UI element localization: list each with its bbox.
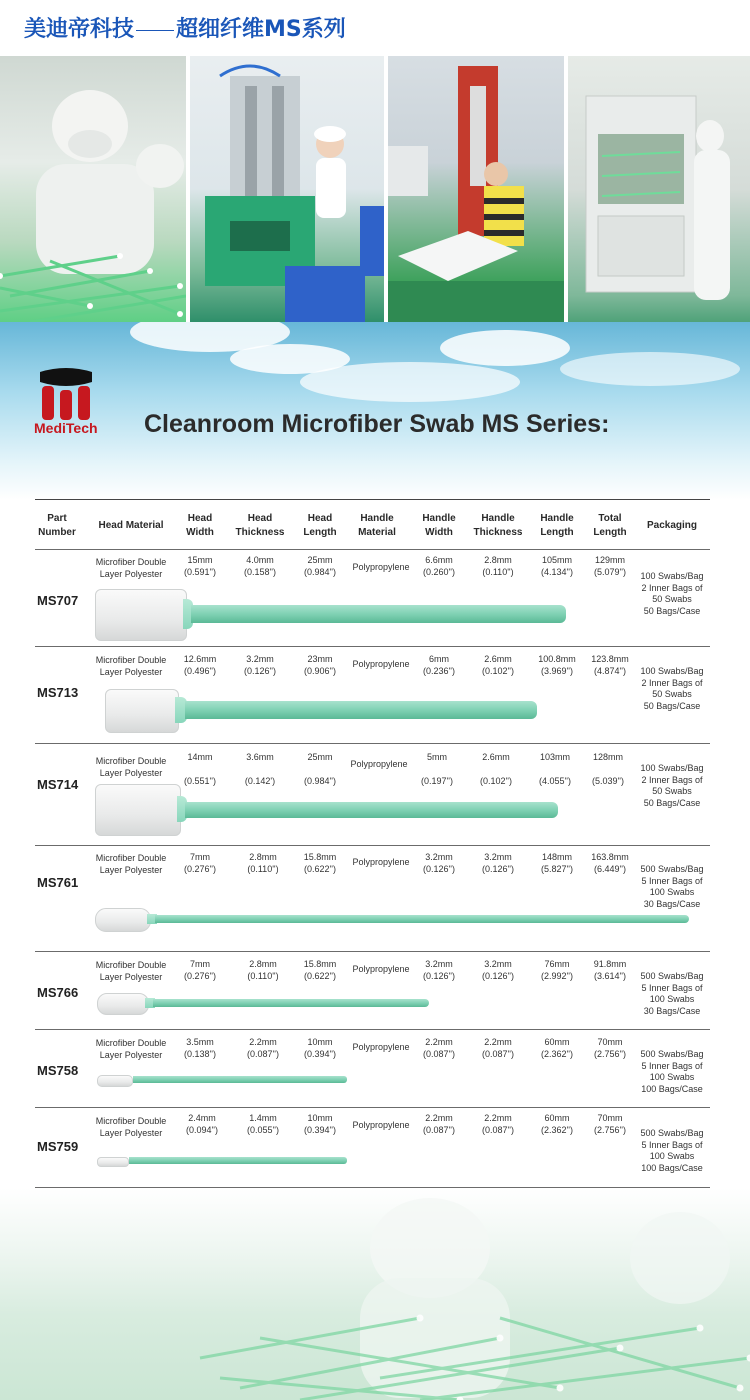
handle-width: 3.2mm (0.126'') [423, 852, 455, 874]
packaging: 500 Swabs/Bag 5 Inner Bags of 100 Swabs 100 Bags/Case [640, 1128, 704, 1173]
handle-length: 60mm (2.362'') [541, 1037, 573, 1059]
col-header-handle-width: Handle Width [422, 513, 456, 538]
handle-width: 6mm (0.236'') [423, 654, 455, 676]
head-width: 7mm (0.276'') [184, 852, 216, 874]
head-thickness: 3.6mm (0.142') [244, 752, 276, 786]
total-length: 128mm (5.039'') [592, 752, 624, 786]
head-length: 25mm (0.984'') [304, 555, 336, 577]
handle-length: 60mm (2.362'') [541, 1113, 573, 1135]
handle-thickness: 2.2mm (0.087'') [482, 1113, 514, 1135]
factory-photo-strip [0, 56, 750, 322]
head-thickness: 2.2mm (0.087'') [247, 1037, 279, 1059]
part-number: MS714 [37, 777, 79, 792]
total-length: 91.8mm (3.614'') [593, 959, 627, 981]
cloud [440, 330, 570, 366]
header-title-left: 美迪帝科技 [24, 17, 135, 42]
head-thickness: 2.8mm (0.110'') [247, 852, 279, 874]
col-header-packaging: Packaging [646, 520, 698, 531]
packaging: 100 Swabs/Bag 2 Inner Bags of 50 Swabs 50 Bags/Case [640, 763, 704, 808]
col-header-handle-thickness: Handle Thickness [473, 513, 523, 538]
packaging: 500 Swabs/Bag 5 Inner Bags of 100 Swabs 30 Bags/Case [640, 864, 704, 909]
head-thickness: 3.2mm (0.126'') [244, 654, 276, 676]
head-material: Microfiber Double Layer Polyester [95, 557, 167, 579]
hero-banner [0, 322, 750, 500]
col-header-handle-material: Handle Material [358, 513, 396, 538]
packaging: 500 Swabs/Bag 5 Inner Bags of 100 Swabs 30 Bags/Case [640, 971, 704, 1016]
head-length: 25mm (0.984'') [304, 752, 336, 786]
title-separator [136, 30, 174, 31]
total-length: 123.8mm (4.874'') [591, 654, 629, 676]
handle-length: 76mm (2.992'') [541, 959, 573, 981]
page-title: Cleanroom Microfiber Swab MS Series: [144, 410, 610, 438]
total-length: 163.8mm (6.449'') [591, 852, 629, 874]
head-width: 14mm (0.551'') [184, 752, 216, 786]
handle-width: 3.2mm (0.126'') [423, 959, 455, 981]
col-header-handle-length: Handle Length [540, 513, 574, 538]
handle-thickness: 2.6mm (0.102'') [480, 752, 512, 786]
col-header-part-number: Part Number [38, 513, 76, 538]
head-material: Microfiber Double Layer Polyester [95, 756, 167, 778]
head-length: 15.8mm (0.622'') [303, 852, 337, 874]
packaging: 500 Swabs/Bag 5 Inner Bags of 100 Swabs 100 Bags/Case [640, 1049, 704, 1094]
head-width: 12.6mm (0.496'') [183, 654, 217, 676]
handle-length: 103mm (4.055'') [539, 752, 571, 786]
handle-thickness: 2.6mm (0.102'') [482, 654, 514, 676]
head-thickness: 2.8mm (0.110'') [247, 959, 279, 981]
head-material: Microfiber Double Layer Polyester [95, 1116, 167, 1138]
table-rule [35, 549, 710, 550]
packaging: 100 Swabs/Bag 2 Inner Bags of 50 Swabs 50 Bags/Case [640, 571, 704, 616]
handle-material: Polypropylene [352, 1120, 410, 1130]
handle-material: Polypropylene [350, 759, 408, 769]
handle-length: 105mm (4.134'') [541, 555, 573, 577]
handle-material: Polypropylene [352, 964, 410, 974]
head-material: Microfiber Double Layer Polyester [95, 853, 167, 875]
table-rule [35, 845, 710, 846]
col-header-head-width: Head Width [186, 513, 214, 538]
head-material: Microfiber Double Layer Polyester [95, 960, 167, 982]
table-rule [35, 951, 710, 952]
head-length: 10mm (0.394'') [304, 1113, 336, 1135]
swab-image [97, 1073, 349, 1087]
part-number: MS761 [37, 875, 79, 890]
head-thickness: 1.4mm (0.055'') [247, 1113, 279, 1135]
handle-width: 5mm (0.197'') [421, 752, 453, 786]
footer-decorative-image [0, 1188, 750, 1400]
table-rule [35, 646, 710, 647]
handle-material: Polypropylene [352, 1042, 410, 1052]
photo-worker-swabs [0, 56, 186, 322]
cloud [300, 362, 520, 402]
handle-length: 100.8mm (3.969'') [538, 654, 576, 676]
handle-thickness: 2.8mm (0.110'') [482, 555, 514, 577]
head-length: 15.8mm (0.622'') [303, 959, 337, 981]
total-length: 129mm (5.079'') [594, 555, 626, 577]
cloud [560, 352, 740, 386]
head-width: 3.5mm (0.138'') [184, 1037, 216, 1059]
head-material: Microfiber Double Layer Polyester [95, 1038, 167, 1060]
handle-width: 2.2mm (0.087'') [423, 1037, 455, 1059]
total-length: 70mm (2.756'') [594, 1037, 626, 1059]
head-width: 7mm (0.276'') [184, 959, 216, 981]
page-header [0, 0, 750, 56]
swab-image [95, 784, 565, 836]
swab-image [105, 689, 545, 733]
head-length: 23mm (0.906'') [304, 654, 336, 676]
head-width: 15mm (0.591'') [184, 555, 216, 577]
photo-cleanroom-cabinet [568, 56, 750, 322]
swab-image [97, 1155, 349, 1167]
handle-material: Polypropylene [352, 659, 410, 669]
part-number: MS759 [37, 1139, 79, 1154]
handle-length: 148mm (5.827'') [541, 852, 573, 874]
part-number: MS758 [37, 1063, 79, 1078]
col-header-head-material: Head Material [98, 520, 164, 531]
header-title [24, 12, 346, 43]
table-top-rule [35, 499, 710, 500]
part-number: MS707 [37, 593, 79, 608]
col-header-total-length: Total Length [593, 513, 627, 538]
swab-image [95, 589, 570, 641]
photo-band-saw [388, 56, 564, 322]
handle-material: Polypropylene [352, 562, 410, 572]
part-number: MS713 [37, 685, 79, 700]
header-title-right: 超细纤维MS系列 [176, 17, 346, 42]
handle-material: Polypropylene [352, 857, 410, 867]
swab-image [97, 991, 431, 1015]
packaging: 100 Swabs/Bag 2 Inner Bags of 50 Swabs 50 Bags/Case [640, 666, 704, 711]
head-width: 2.4mm (0.094'') [186, 1113, 218, 1135]
head-length: 10mm (0.394'') [304, 1037, 336, 1059]
total-length: 70mm (2.756'') [594, 1113, 626, 1135]
head-material: Microfiber Double Layer Polyester [95, 655, 167, 677]
col-header-head-thickness: Head Thickness [235, 513, 285, 538]
table-rule [35, 1029, 710, 1030]
head-thickness: 4.0mm (0.158'') [244, 555, 276, 577]
handle-width: 2.2mm (0.087'') [423, 1113, 455, 1135]
col-header-head-length: Head Length [303, 513, 337, 538]
handle-width: 6.6mm (0.260'') [423, 555, 455, 577]
logo-text: MediTech [34, 420, 98, 436]
photo-cutting-machine [190, 56, 384, 322]
table-rule [35, 743, 710, 744]
part-number: MS766 [37, 985, 79, 1000]
table-rule [35, 1107, 710, 1108]
handle-thickness: 3.2mm (0.126'') [482, 852, 514, 874]
swab-image [95, 906, 691, 932]
handle-thickness: 2.2mm (0.087'') [482, 1037, 514, 1059]
handle-thickness: 3.2mm (0.126'') [482, 959, 514, 981]
